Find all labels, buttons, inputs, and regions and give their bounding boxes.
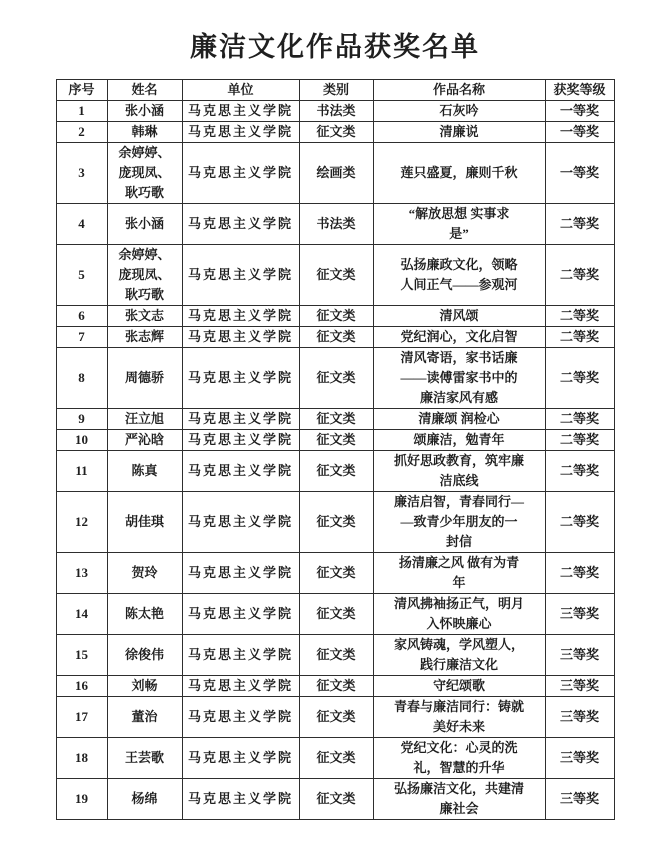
cell-work-title: 青春与廉洁同行：铸就 美好未来 (373, 697, 545, 738)
cell-category: 绘画类 (299, 143, 373, 204)
cell-unit: 马克思主义学院 (182, 245, 299, 306)
cell-name: 陈真 (107, 451, 182, 492)
cell-category: 征文类 (299, 409, 373, 430)
cell-work-title: 清风颂 (373, 306, 545, 327)
cell-unit: 马克思主义学院 (182, 697, 299, 738)
cell-work-title: 廉洁启智，青春同行— —致青少年朋友的一 封信 (373, 492, 545, 553)
cell-category: 征文类 (299, 697, 373, 738)
cell-serial: 6 (56, 306, 107, 327)
cell-unit: 马克思主义学院 (182, 553, 299, 594)
cell-award-level: 二等奖 (545, 430, 614, 451)
cell-category: 征文类 (299, 553, 373, 594)
cell-unit: 马克思主义学院 (182, 306, 299, 327)
cell-award-level: 二等奖 (545, 409, 614, 430)
cell-name: 刘畅 (107, 676, 182, 697)
cell-unit: 马克思主义学院 (182, 430, 299, 451)
table-row (56, 101, 614, 122)
cell-unit: 马克思主义学院 (182, 327, 299, 348)
cell-award-level: 二等奖 (545, 327, 614, 348)
cell-serial: 2 (56, 122, 107, 143)
table-row (56, 327, 614, 348)
cell-award-level: 一等奖 (545, 122, 614, 143)
cell-award-level: 二等奖 (545, 553, 614, 594)
table-row (56, 553, 614, 594)
page-title: 廉洁文化作品获奖名单 (190, 32, 480, 62)
table-row (56, 204, 614, 245)
cell-unit: 马克思主义学院 (182, 204, 299, 245)
cell-work-title: 石灰吟 (373, 101, 545, 122)
column-header: 姓名 (107, 80, 182, 101)
cell-category: 征文类 (299, 676, 373, 697)
cell-unit: 马克思主义学院 (182, 492, 299, 553)
cell-award-level: 三等奖 (545, 779, 614, 820)
table-row (56, 430, 614, 451)
table-row (56, 676, 614, 697)
cell-unit: 马克思主义学院 (182, 635, 299, 676)
table-row (56, 635, 614, 676)
cell-work-title: 抓好思政教育，筑牢廉 洁底线 (373, 451, 545, 492)
cell-category: 征文类 (299, 594, 373, 635)
cell-unit: 马克思主义学院 (182, 409, 299, 430)
cell-unit: 马克思主义学院 (182, 451, 299, 492)
cell-name: 张小涵 (107, 204, 182, 245)
cell-name: 韩琳 (107, 122, 182, 143)
cell-serial: 17 (56, 697, 107, 738)
cell-serial: 3 (56, 143, 107, 204)
cell-serial: 7 (56, 327, 107, 348)
column-header: 单位 (182, 80, 299, 101)
cell-name: 王芸歌 (107, 738, 182, 779)
table-row (56, 245, 614, 306)
cell-work-title: 清风寄语，家书话廉 ——读傅雷家书中的 廉洁家风有感 (373, 348, 545, 409)
column-header: 序号 (56, 80, 107, 101)
cell-serial: 14 (56, 594, 107, 635)
cell-serial: 18 (56, 738, 107, 779)
cell-work-title: 清廉说 (373, 122, 545, 143)
cell-unit: 马克思主义学院 (182, 676, 299, 697)
cell-name: 董治 (107, 697, 182, 738)
cell-unit: 马克思主义学院 (182, 143, 299, 204)
header-row (56, 80, 614, 101)
cell-category: 征文类 (299, 245, 373, 306)
cell-serial: 1 (56, 101, 107, 122)
cell-category: 征文类 (299, 348, 373, 409)
table-row (56, 143, 614, 204)
cell-unit: 马克思主义学院 (182, 348, 299, 409)
cell-serial: 11 (56, 451, 107, 492)
cell-name: 汪立旭 (107, 409, 182, 430)
table-row (56, 306, 614, 327)
table-row (56, 594, 614, 635)
column-header: 获奖等级 (545, 80, 614, 101)
cell-work-title: 扬清廉之风 做有为青 年 (373, 553, 545, 594)
cell-unit: 马克思主义学院 (182, 779, 299, 820)
cell-name: 严沁晗 (107, 430, 182, 451)
cell-serial: 8 (56, 348, 107, 409)
cell-work-title: 清廉颂 润检心 (373, 409, 545, 430)
cell-name: 杨绵 (107, 779, 182, 820)
cell-name: 周德骄 (107, 348, 182, 409)
cell-work-title: 守纪颂歌 (373, 676, 545, 697)
cell-serial: 13 (56, 553, 107, 594)
cell-work-title: 弘扬廉洁文化，共建清 廉社会 (373, 779, 545, 820)
cell-unit: 马克思主义学院 (182, 594, 299, 635)
cell-serial: 16 (56, 676, 107, 697)
cell-award-level: 三等奖 (545, 738, 614, 779)
cell-award-level: 二等奖 (545, 204, 614, 245)
awards-table (56, 79, 615, 820)
cell-category: 征文类 (299, 779, 373, 820)
cell-serial: 5 (56, 245, 107, 306)
cell-category: 征文类 (299, 635, 373, 676)
cell-work-title: 莲只盛夏，廉则千秋 (373, 143, 545, 204)
cell-category: 征文类 (299, 327, 373, 348)
cell-work-title: 党纪润心，文化启智 (373, 327, 545, 348)
cell-serial: 19 (56, 779, 107, 820)
cell-award-level: 一等奖 (545, 143, 614, 204)
cell-work-title: 党纪文化：心灵的洗 礼，智慧的升华 (373, 738, 545, 779)
cell-serial: 4 (56, 204, 107, 245)
cell-serial: 15 (56, 635, 107, 676)
cell-award-level: 二等奖 (545, 348, 614, 409)
table-row (56, 779, 614, 820)
cell-award-level: 二等奖 (545, 306, 614, 327)
table-row (56, 492, 614, 553)
cell-name: 胡佳琪 (107, 492, 182, 553)
cell-award-level: 二等奖 (545, 492, 614, 553)
column-header: 类别 (299, 80, 373, 101)
cell-award-level: 三等奖 (545, 635, 614, 676)
cell-name: 张志辉 (107, 327, 182, 348)
cell-name: 陈太艳 (107, 594, 182, 635)
cell-name: 余婷婷、 庞现凤、 耿巧歌 (107, 143, 182, 204)
cell-category: 书法类 (299, 101, 373, 122)
table-row (56, 738, 614, 779)
table-row (56, 451, 614, 492)
cell-unit: 马克思主义学院 (182, 738, 299, 779)
cell-category: 征文类 (299, 430, 373, 451)
cell-serial: 12 (56, 492, 107, 553)
cell-name: 贺玲 (107, 553, 182, 594)
cell-work-title: 颂廉洁，勉青年 (373, 430, 545, 451)
cell-award-level: 一等奖 (545, 101, 614, 122)
cell-award-level: 三等奖 (545, 676, 614, 697)
cell-work-title: 弘扬廉政文化，领略 人间正气——参观河 (373, 245, 545, 306)
cell-name: 徐俊伟 (107, 635, 182, 676)
table-row (56, 122, 614, 143)
cell-category: 征文类 (299, 451, 373, 492)
cell-serial: 10 (56, 430, 107, 451)
cell-name: 张小涵 (107, 101, 182, 122)
cell-award-level: 二等奖 (545, 245, 614, 306)
cell-award-level: 三等奖 (545, 697, 614, 738)
cell-category: 书法类 (299, 204, 373, 245)
cell-work-title: 家风铸魂，学风塑人， 践行廉洁文化 (373, 635, 545, 676)
cell-name: 张文志 (107, 306, 182, 327)
cell-award-level: 二等奖 (545, 451, 614, 492)
table-row (56, 348, 614, 409)
cell-award-level: 三等奖 (545, 594, 614, 635)
table-body (56, 101, 614, 820)
cell-category: 征文类 (299, 738, 373, 779)
cell-work-title: 清风拂袖扬正气，明月 入怀映廉心 (373, 594, 545, 635)
table-row (56, 409, 614, 430)
cell-unit: 马克思主义学院 (182, 122, 299, 143)
cell-category: 征文类 (299, 306, 373, 327)
cell-category: 征文类 (299, 492, 373, 553)
cell-work-title: “解放思想 实事求 是” (373, 204, 545, 245)
cell-unit: 马克思主义学院 (182, 101, 299, 122)
cell-serial: 9 (56, 409, 107, 430)
column-header: 作品名称 (373, 80, 545, 101)
cell-name: 余婷婷、 庞现凤、 耿巧歌 (107, 245, 182, 306)
table-row (56, 697, 614, 738)
cell-category: 征文类 (299, 122, 373, 143)
